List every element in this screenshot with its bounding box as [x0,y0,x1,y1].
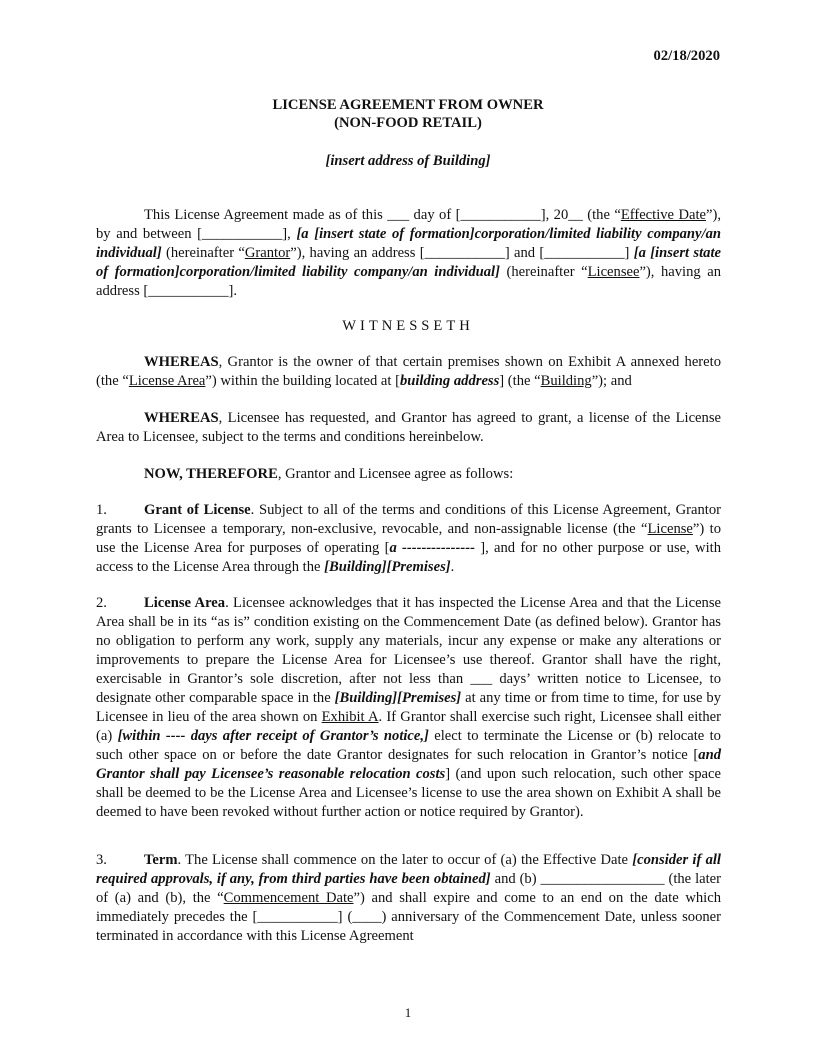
section-1-number: 1. [96,502,107,518]
intro-text-5: (hereinafter “ [499,264,588,280]
section1-text-4: . [450,559,455,575]
intro-paragraph [96,206,721,301]
intro-text-4: ”), having an address [___________] and [___________] [290,245,634,261]
now-therefore-paragraph [96,465,721,484]
license-term: License [647,521,693,537]
title-line-1: LICENSE AGREEMENT FROM OWNER [272,97,544,113]
whereas-label-2: WHEREAS [144,410,219,426]
section1-text-1: . Subject to all of the terms and conditions of this License Agreement, Grantor grants to Licensee a temporary, non-exclusive, revocable, and non-assignable license (the “ [96,502,721,537]
intro-text-1: This License Agreement made as of this ___ day of [___________], 20__ (the “ [144,207,621,223]
whereas-label-1: WHEREAS [144,354,219,370]
relocation-costs-placeholder: and Grantor shall pay Licensee’s reasonable relocation costs [96,747,721,782]
section2-text-3: . If Grantor shall exercise such right, Licensee shall either (a) [96,709,721,744]
whereas-paragraph-2 [96,409,721,447]
section1-text-2: ”) to use the License Area for purposes of operating [ [96,521,721,556]
section2-text-2: at any time or from time to time, for use by Licensee in lieu of the area shown on [96,690,721,725]
space-placeholder: [Building][Premises] [334,690,462,706]
within-days-placeholder: [within ---- days after receipt of Grantor’s notice,] [117,728,429,744]
section3-text-1: . The License shall commence on the later to occur of (a) the Effective Date [177,852,633,868]
now-therefore-text: , Grantor and Licensee agree as follows: [277,466,514,482]
whereas1-text-3: ] (the “ [499,373,541,389]
section-1-heading: Grant of License [144,502,251,518]
whereas1-text-1: , Grantor is the owner of that certain premises shown on Exhibit A annexed hereto (the “ [96,354,721,389]
document-date: 02/18/2020 [653,48,720,64]
section-2-heading: License Area [144,595,226,611]
license-area-term: License Area [128,373,206,389]
whereas-paragraph-1 [96,353,721,391]
title-line-2: (NON-FOOD RETAIL) [334,115,482,131]
section2-text-5: ] (and upon such relocation, such other space shall be deemed to be the License Area and Licensee’s license to use the area shown on Exhibit A shall be deemed to have been revoked without further action or notice required by Grantor). [96,766,721,820]
exhibit-a-term: Exhibit A [321,709,379,725]
commencement-date-term: Commencement Date [223,890,354,906]
grantor-formation-placeholder: [a [insert state of formation]corporation/limited liability company/an individual] [96,226,721,261]
building-term: Building [540,373,592,389]
section-1-grant-of-license [96,501,721,577]
grantor-term: Grantor [244,245,291,261]
witnesseth-heading: WITNESSETH [342,318,474,334]
licensee-formation-placeholder: [a [insert state of formation]corporation/limited liability company/an individual] [96,245,721,280]
now-therefore-label: NOW, THEREFORE [144,466,278,482]
whereas1-text-4: ”); and [591,373,632,389]
whereas2-text: , Licensee has requested, and Grantor has agreed to grant, a license of the License Area to Licensee, subject to the terms and conditions hereinbelow. [96,410,721,445]
effective-date-term: Effective Date [620,207,706,223]
intro-text-6: ”), having an address [___________]. [96,264,722,299]
intro-text-3: (hereinafter “ [161,245,245,261]
section1-text-3: ], and for no other purpose or use, with access to the License Area through the [96,540,722,575]
purpose-placeholder: a --------------- [389,540,475,556]
section-3-heading: Term [144,852,178,868]
access-placeholder: [Building][Premises] [324,559,451,575]
section3-text-2: and (b) _________________ (the later of (a) and (b), the “ [96,871,721,906]
intro-text-2: ”), by and between [___________], [96,207,721,242]
building-address-field: building address [399,373,500,389]
approvals-placeholder: [consider if all required approvals, if any, from third parties have been obtained] [96,852,721,887]
section2-text-4: elect to terminate the License or (b) relocate to such other space on or before the date Grantor designates for such relocation in Grantor’s notice [ [96,728,721,763]
section-3-number: 3. [96,852,107,868]
section3-text-3: ”) and shall expire and come to an end on the date which immediately precedes the [___________] (____) anniversary of the Commencement Date, unless sooner terminated in accordance with this License Agreement [96,890,722,944]
building-address-placeholder: [insert address of Building] [325,153,491,169]
whereas1-text-2: ”) within the building located at [ [205,373,400,389]
licensee-term: Licensee [587,264,640,280]
section-2-number: 2. [96,595,107,611]
section2-text-1: . Licensee acknowledges that it has inspected the License Area and that the License Area shall be in its “as is” condition existing on the Commencement Date (as defined below). Grantor has no obligation to perform any work, supply any materials, incur any expense or make any alterations or improvements to prepare the License Area for Licensee’s use thereof. Grantor shall have the right, exercisable in Grantor’s sole discretion, after not less than ___ days’ written notice to Licensee, to designate other comparable space in the [96,595,722,706]
document-title [0,96,816,132]
section-2-license-area [96,594,721,822]
section-3-term [96,851,721,946]
page-number: 1 [404,1005,412,1020]
